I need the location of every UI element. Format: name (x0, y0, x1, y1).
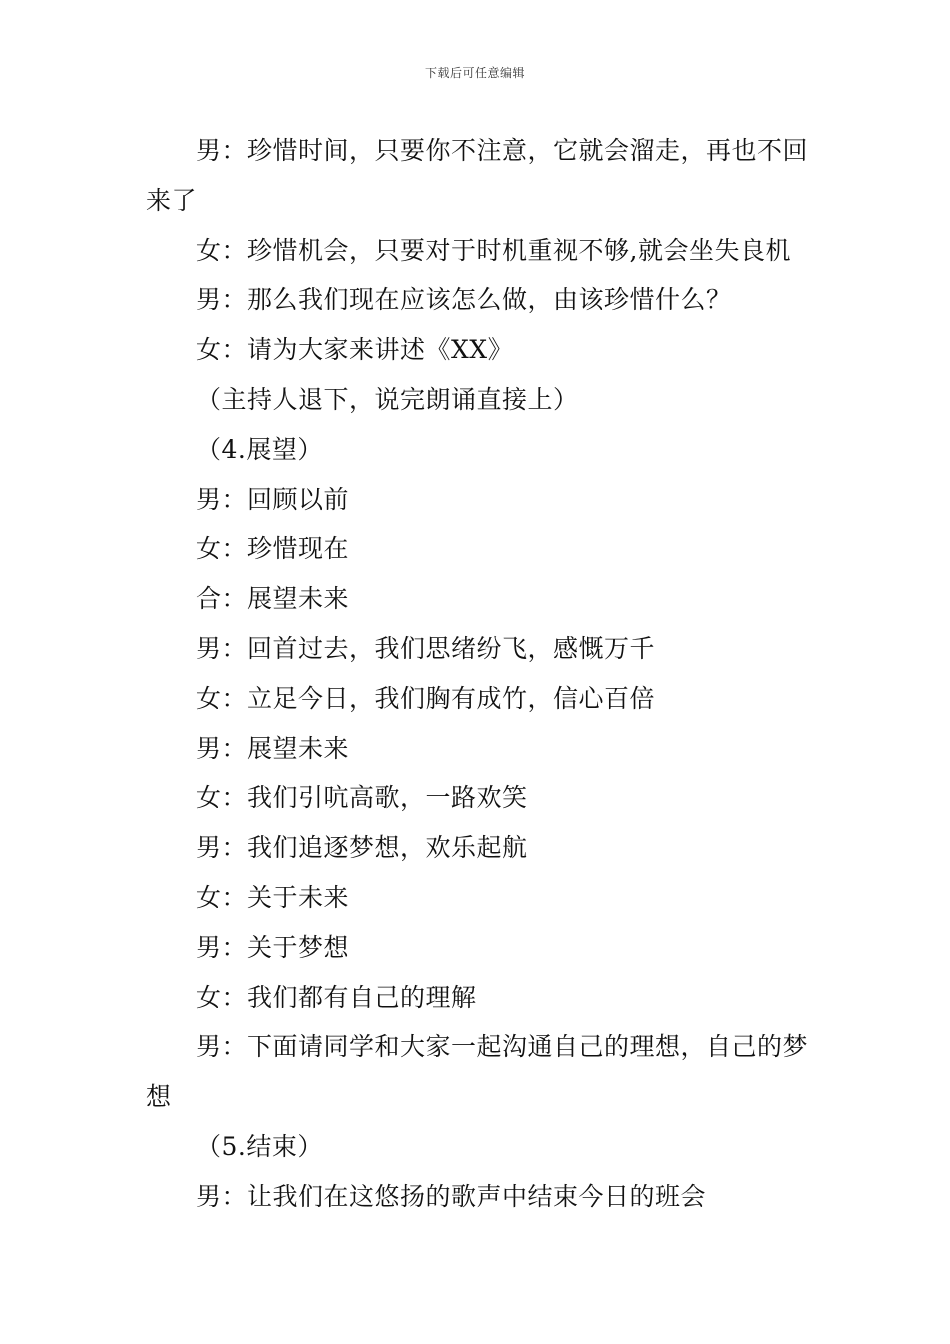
paragraph: 男：下面请同学和大家一起沟通自己的理想，自己的梦想 (146, 1032, 809, 1112)
paragraph: 男：关于梦想 (196, 932, 350, 962)
paragraph: （主持人退下，说完朗诵直接上） (196, 384, 579, 414)
paragraph: （5.结束） (196, 1131, 323, 1161)
paragraph: 合：展望未来 (196, 584, 350, 614)
paragraph: 男：展望未来 (196, 733, 350, 763)
paragraph: 男：回顾以前 (196, 484, 350, 514)
paragraph: 女：立足今日，我们胸有成竹，信心百倍 (196, 683, 656, 713)
paragraph: 女：关于未来 (196, 882, 350, 912)
document-body (146, 126, 808, 1222)
paragraph: （4.展望） (196, 434, 323, 464)
paragraph: 男：那么我们现在应该怎么做，由该珍惜什么？ (196, 285, 732, 315)
paragraph: 女：珍惜现在 (196, 534, 350, 564)
paragraph: 男：让我们在这悠扬的歌声中结束今日的班会 (196, 1181, 707, 1211)
paragraph: 男：回首过去，我们思绪纷飞，感慨万千 (196, 633, 656, 663)
paragraph: 女：珍惜机会，只要对于时机重视不够,就会坐失良机 (196, 235, 791, 265)
paragraph: 女：请为大家来讲述《XX》 (196, 335, 514, 365)
paragraph: 男：我们追逐梦想，欢乐起航 (196, 833, 528, 863)
page-header: 下载后可任意编辑 (424, 66, 525, 80)
paragraph: 女：我们引吭高歌，一路欢笑 (196, 783, 528, 813)
paragraph: 男：珍惜时间，只要你不注意，它就会溜走，再也不回来了 (146, 136, 809, 215)
paragraph: 女：我们都有自己的理解 (196, 982, 477, 1012)
